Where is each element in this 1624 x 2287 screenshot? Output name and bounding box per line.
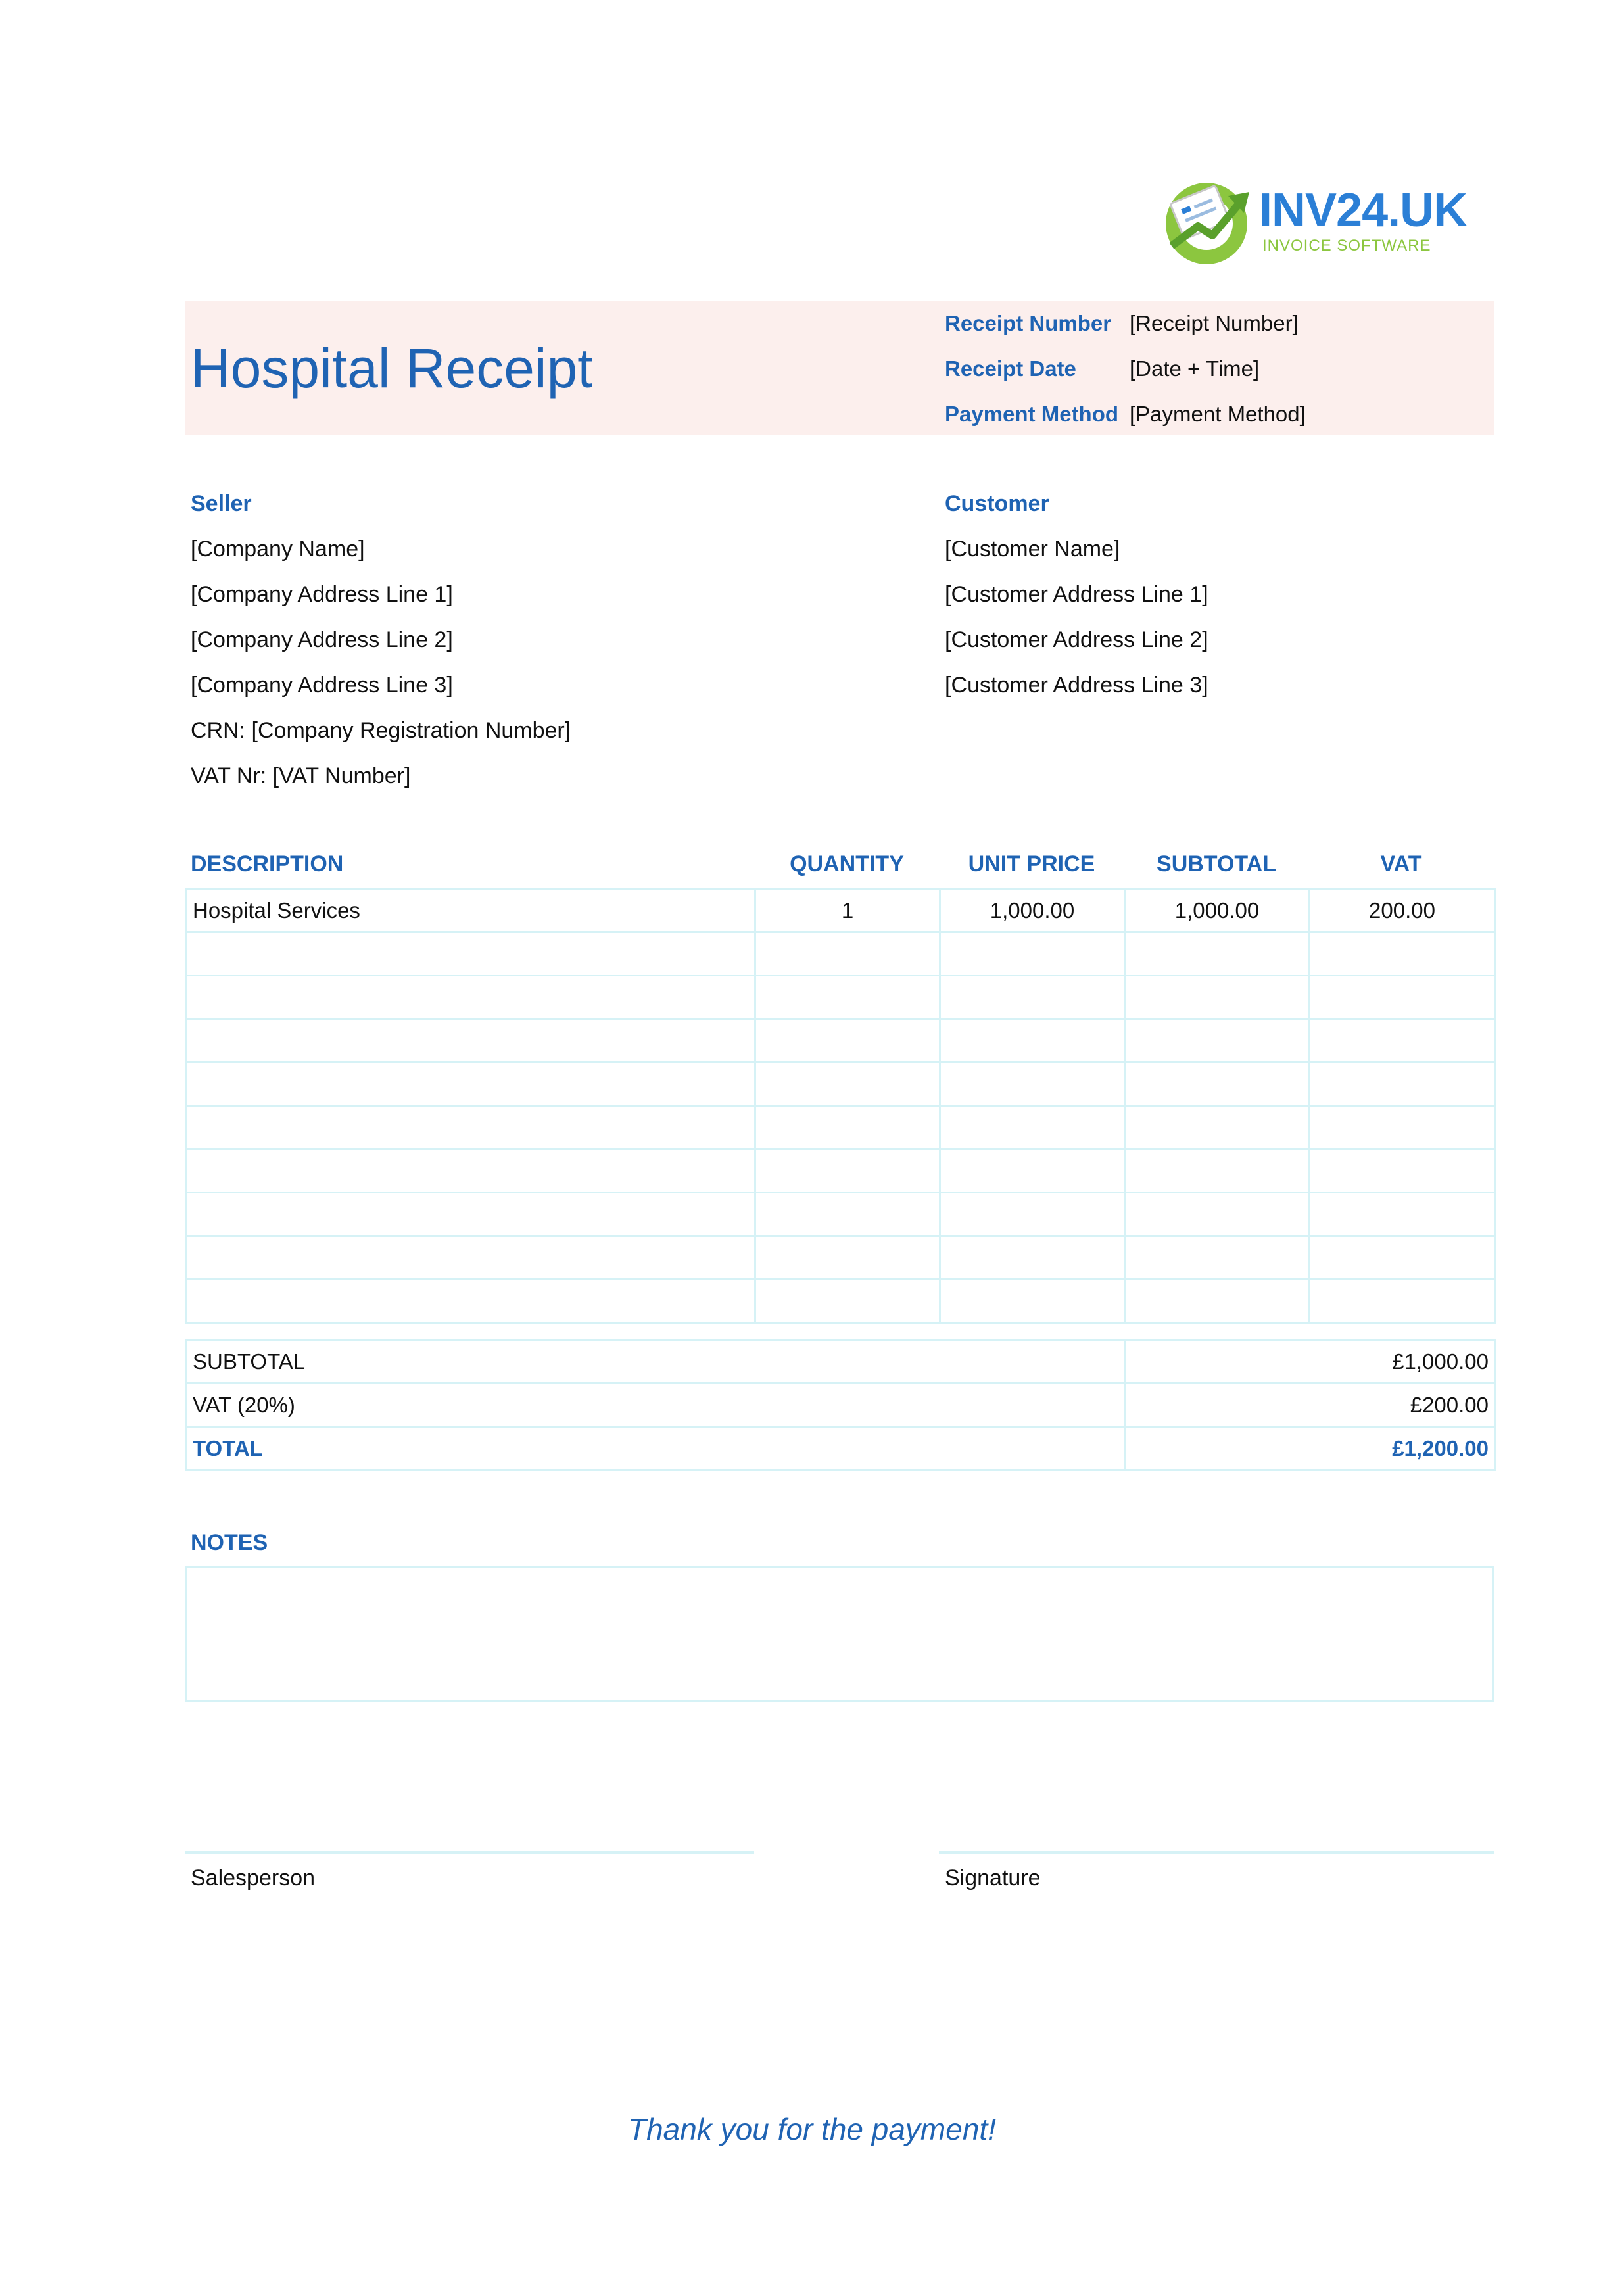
cell-vat bbox=[1310, 1149, 1495, 1193]
cell-vat: 200.00 bbox=[1310, 889, 1495, 932]
cell-unit-price bbox=[940, 1280, 1125, 1323]
table-row bbox=[187, 1149, 1495, 1193]
salesperson-line bbox=[185, 1851, 754, 1854]
cell-quantity bbox=[755, 1063, 940, 1106]
table-row bbox=[187, 1193, 1495, 1236]
subtotal-label: SUBTOTAL bbox=[187, 1340, 1125, 1384]
cell-vat bbox=[1310, 1019, 1495, 1063]
table-row bbox=[187, 1106, 1495, 1149]
cell-description bbox=[187, 932, 755, 976]
cell-description: Hospital Services bbox=[187, 889, 755, 932]
cell-quantity bbox=[755, 1149, 940, 1193]
cell-subtotal bbox=[1125, 1193, 1310, 1236]
column-header-unit-price: UNIT PRICE bbox=[968, 852, 1095, 877]
cell-quantity bbox=[755, 1236, 940, 1280]
notes-box[interactable] bbox=[185, 1566, 1494, 1702]
page-title: Hospital Receipt bbox=[191, 337, 593, 399]
chart-arrow-logo-icon bbox=[1157, 172, 1256, 271]
column-header-vat: VAT bbox=[1380, 852, 1422, 877]
line-items-table bbox=[185, 888, 1496, 1324]
seller-heading: Seller bbox=[191, 491, 252, 516]
cell-unit-price bbox=[940, 1193, 1125, 1236]
vat-row bbox=[187, 1384, 1495, 1427]
signature-label: Signature bbox=[945, 1866, 1041, 1890]
notes-text bbox=[187, 1568, 1492, 1581]
cell-unit-price bbox=[940, 1019, 1125, 1063]
cell-subtotal bbox=[1125, 932, 1310, 976]
customer-heading: Customer bbox=[945, 491, 1049, 516]
cell-quantity: 1 bbox=[755, 889, 940, 932]
cell-quantity bbox=[755, 1019, 940, 1063]
cell-description bbox=[187, 1019, 755, 1063]
receipt-date-value: [Date + Time] bbox=[1130, 356, 1260, 381]
cell-subtotal: 1,000.00 bbox=[1125, 889, 1310, 932]
notes-heading: NOTES bbox=[191, 1530, 268, 1555]
cell-quantity bbox=[755, 932, 940, 976]
column-header-description: DESCRIPTION bbox=[191, 852, 344, 877]
thank-you-message: Thank you for the payment! bbox=[628, 2112, 996, 2146]
cell-unit-price bbox=[940, 1236, 1125, 1280]
totals-table bbox=[185, 1339, 1496, 1471]
seller-address-line-1: [Company Address Line 1] bbox=[191, 582, 453, 607]
salesperson-label: Salesperson bbox=[191, 1866, 316, 1890]
column-header-subtotal: SUBTOTAL bbox=[1157, 852, 1276, 877]
logo-brand-text: INV24.UK bbox=[1259, 184, 1468, 237]
vat-label: VAT (20%) bbox=[187, 1384, 1125, 1427]
cell-description bbox=[187, 976, 755, 1019]
cell-subtotal bbox=[1125, 1149, 1310, 1193]
vat-value: £200.00 bbox=[1125, 1384, 1495, 1427]
subtotal-value: £1,000.00 bbox=[1125, 1340, 1495, 1384]
receipt-date-label: Receipt Date bbox=[945, 356, 1076, 381]
table-row bbox=[187, 976, 1495, 1019]
cell-subtotal bbox=[1125, 976, 1310, 1019]
cell-unit-price: 1,000.00 bbox=[940, 889, 1125, 932]
customer-name: [Customer Name] bbox=[945, 537, 1120, 562]
cell-subtotal bbox=[1125, 1019, 1310, 1063]
seller-vat-number: VAT Nr: [VAT Number] bbox=[191, 763, 411, 788]
cell-vat bbox=[1310, 1063, 1495, 1106]
cell-unit-price bbox=[940, 1149, 1125, 1193]
company-logo bbox=[1157, 172, 1468, 271]
customer-address-line-3: [Customer Address Line 3] bbox=[945, 673, 1208, 698]
seller-address-line-2: [Company Address Line 2] bbox=[191, 627, 453, 652]
cell-vat bbox=[1310, 1106, 1495, 1149]
payment-method-label: Payment Method bbox=[945, 402, 1119, 426]
cell-description bbox=[187, 1106, 755, 1149]
cell-description bbox=[187, 1280, 755, 1323]
payment-method-value: [Payment Method] bbox=[1130, 402, 1306, 426]
customer-address-line-2: [Customer Address Line 2] bbox=[945, 627, 1208, 652]
table-row bbox=[187, 932, 1495, 976]
total-value: £1,200.00 bbox=[1125, 1427, 1495, 1470]
cell-quantity bbox=[755, 1106, 940, 1149]
seller-company-name: [Company Name] bbox=[191, 537, 365, 562]
cell-description bbox=[187, 1236, 755, 1280]
cell-vat bbox=[1310, 1280, 1495, 1323]
table-row bbox=[187, 1063, 1495, 1106]
receipt-number-label: Receipt Number bbox=[945, 311, 1112, 335]
cell-vat bbox=[1310, 976, 1495, 1019]
table-row bbox=[187, 1019, 1495, 1063]
seller-address-line-3: [Company Address Line 3] bbox=[191, 673, 453, 698]
logo-tagline: INVOICE SOFTWARE bbox=[1262, 237, 1431, 254]
table-row bbox=[187, 1280, 1495, 1323]
cell-quantity bbox=[755, 1193, 940, 1236]
cell-description bbox=[187, 1149, 755, 1193]
cell-unit-price bbox=[940, 932, 1125, 976]
cell-description bbox=[187, 1063, 755, 1106]
cell-quantity bbox=[755, 1280, 940, 1323]
table-row bbox=[187, 1236, 1495, 1280]
receipt-number-value: [Receipt Number] bbox=[1130, 311, 1299, 335]
cell-unit-price bbox=[940, 1063, 1125, 1106]
cell-quantity bbox=[755, 976, 940, 1019]
column-header-quantity: QUANTITY bbox=[790, 852, 904, 877]
signature-line bbox=[939, 1851, 1494, 1854]
customer-address-line-1: [Customer Address Line 1] bbox=[945, 582, 1208, 607]
total-label: TOTAL bbox=[187, 1427, 1125, 1470]
seller-crn: CRN: [Company Registration Number] bbox=[191, 718, 571, 743]
cell-subtotal bbox=[1125, 1063, 1310, 1106]
cell-vat bbox=[1310, 1236, 1495, 1280]
cell-vat bbox=[1310, 932, 1495, 976]
cell-unit-price bbox=[940, 976, 1125, 1019]
cell-description bbox=[187, 1193, 755, 1236]
cell-unit-price bbox=[940, 1106, 1125, 1149]
cell-subtotal bbox=[1125, 1106, 1310, 1149]
cell-subtotal bbox=[1125, 1236, 1310, 1280]
total-row bbox=[187, 1427, 1495, 1470]
table-row bbox=[187, 889, 1495, 932]
subtotal-row bbox=[187, 1340, 1495, 1384]
cell-subtotal bbox=[1125, 1280, 1310, 1323]
cell-vat bbox=[1310, 1193, 1495, 1236]
